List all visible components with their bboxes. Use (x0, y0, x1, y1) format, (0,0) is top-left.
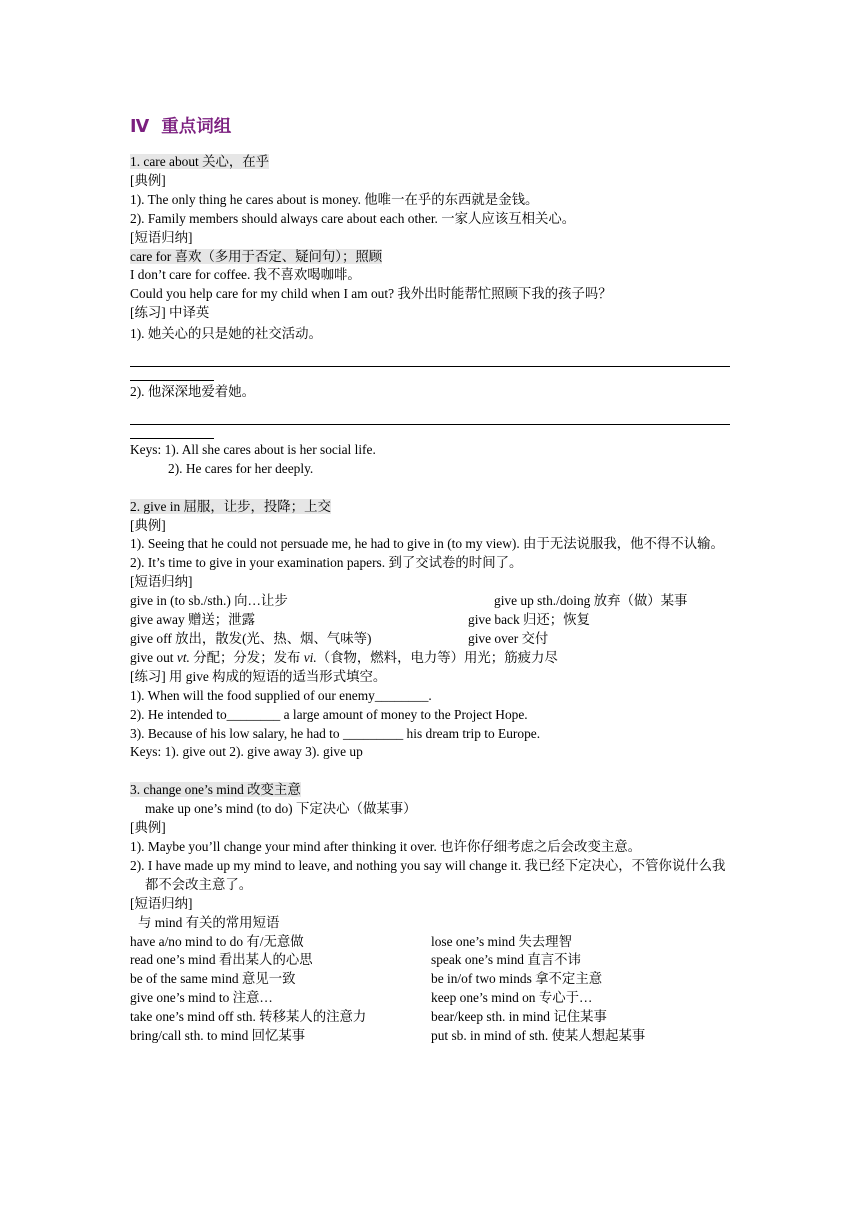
practice-question-2: 2). 他深深地爱着她。 (130, 384, 255, 400)
phrase-right: give over 交付 (468, 631, 549, 647)
mind-phrase-right: speak one’s mind 直言不讳 (431, 952, 581, 968)
example-1: 1). Maybe you’ll change your mind after thinking it over. 也许你仔细考虑之后会改变主意。 (130, 838, 641, 854)
phrase-row (130, 611, 730, 630)
mind-phrase-row (130, 970, 730, 989)
section-title (130, 115, 730, 139)
mind-phrase-right: put sb. in mind of sth. 使某人想起某事 (431, 1028, 646, 1044)
phrase-right: give up sth./doing 放弃（做）某事 (494, 593, 688, 609)
phrase-right: give back 归还；恢复 (468, 612, 590, 628)
practice-tag: [练习] 中译英 (130, 305, 210, 321)
examples-tag: [典例] (130, 820, 166, 836)
mind-phrase-right: lose one’s mind 失去理智 (431, 933, 572, 949)
phrase-heading-give-in: 2. give in 屈服，让步，投降；上交 (130, 498, 331, 514)
examples-tag: [典例] (130, 172, 166, 188)
mind-phrase-left: take one’s mind off sth. 转移某人的注意力 (130, 1009, 367, 1025)
section-number: Ⅳ (130, 117, 150, 137)
mind-phrase-row (130, 989, 730, 1008)
examples-tag: [典例] (130, 517, 166, 533)
mind-phrase-right: be in/of two minds 拿不定主意 (431, 971, 603, 987)
answer-line-continued (130, 425, 214, 439)
example-1: 1). The only thing he cares about is money. 他唯一在乎的东西就是金钱。 (130, 191, 539, 207)
mind-phrase-left: have a/no mind to do 有/无意做 (130, 933, 304, 949)
phrase-example-2: Could you help care for my child when I am out? 我外出时能帮忙照顾下我的孩子吗？ (130, 286, 612, 302)
keys-line-1: Keys: 1). All she cares about is her social life. (130, 441, 376, 457)
practice-question-1: 1). When will the food supplied of our enemy________. (130, 687, 432, 703)
mind-phrase-left: read one’s mind 看出某人的心思 (130, 952, 313, 968)
phrase-give-out-vt-meaning: 分配；分发；发布 (189, 649, 304, 665)
phrase-row (130, 630, 730, 649)
phrase-left: give off 放出，散发(光、热、烟、气味等) (130, 631, 372, 647)
keys-line: Keys: 1). give out 2). give away 3). give up (130, 744, 363, 760)
summary-tag: [短语归纳] (130, 229, 193, 245)
example-2: 2). I have made up my mind to leave, and nothing you say will change it. 我已经下定决心，不管你说什么我都不会改主意了。 (130, 857, 726, 892)
example-2: 2). It’s time to give in your examination papers. 到了交试卷的时间了。 (130, 555, 523, 571)
answer-line (130, 406, 730, 425)
phrase-care-for: care for 喜欢（多用于否定、疑问句）；照顾 (130, 248, 383, 264)
phrase-give-out (130, 649, 730, 668)
practice-question-1: 1). 她关心的只是她的社交活动。 (130, 326, 322, 342)
summary-tag: [短语归纳] (130, 895, 193, 911)
phrase-heading-care-about: 1. care about 关心，在乎 (130, 154, 270, 169)
mind-phrase-row (130, 951, 730, 970)
answer-line-continued (130, 367, 214, 381)
practice-question-2: 2). He intended to________ a large amount of money to the Project Hope. (130, 706, 528, 722)
phrase-example-1: I don’t care for coffee. 我不喜欢喝咖啡。 (130, 267, 361, 283)
summary-tag: [短语归纳] (130, 574, 193, 590)
mind-phrase-right: keep one’s mind on 专心于… (431, 990, 593, 1006)
practice-tag: [练习] 用 give 构成的短语的适当形式填空。 (130, 668, 387, 684)
keys-line-2: 2). He cares for her deeply. (168, 460, 314, 476)
summary-subtitle: 与 mind 有关的常用短语 (138, 914, 280, 930)
sub-phrase: make up one’s mind (to do) 下定决心（做某事） (145, 801, 417, 817)
phrase-left: give in (to sb./sth.) 向…让步 (130, 593, 288, 609)
example-1: 1). Seeing that he could not persuade me, he had to give in (to my view). 由于无法说服我，他不得不认输。 (130, 536, 724, 552)
part-of-speech-vi: vi. (303, 649, 317, 665)
mind-phrase-right: bear/keep sth. in mind 记住某事 (431, 1009, 607, 1025)
section-heading: 重点词组 (161, 117, 232, 137)
phrase-give-out-vi-meaning: （食物，燃料，电力等）用光；筋疲力尽 (316, 649, 558, 665)
practice-question-3: 3). Because of his low salary, he had to _________ his dream trip to Europe. (130, 725, 541, 741)
answer-line (130, 348, 730, 367)
mind-phrase-left: give one’s mind to 注意… (130, 990, 273, 1006)
example-2: 2). Family members should always care about each other. 一家人应该互相关心。 (130, 210, 576, 226)
mind-phrase-left: be of the same mind 意见一致 (130, 971, 296, 987)
phrase-give-out-term: give out (130, 649, 177, 665)
document-page (130, 115, 730, 1046)
mind-phrase-row (130, 1027, 730, 1046)
phrase-left: give away 赠送；泄露 (130, 612, 255, 628)
phrase-row (130, 592, 730, 611)
part-of-speech-vt: vt. (176, 649, 190, 665)
mind-phrase-left: bring/call sth. to mind 回忆某事 (130, 1028, 306, 1044)
phrase-heading-change-mind: 3. change one’s mind 改变主意 (130, 782, 301, 798)
mind-phrase-row (130, 933, 730, 952)
mind-phrase-row (130, 1008, 730, 1027)
